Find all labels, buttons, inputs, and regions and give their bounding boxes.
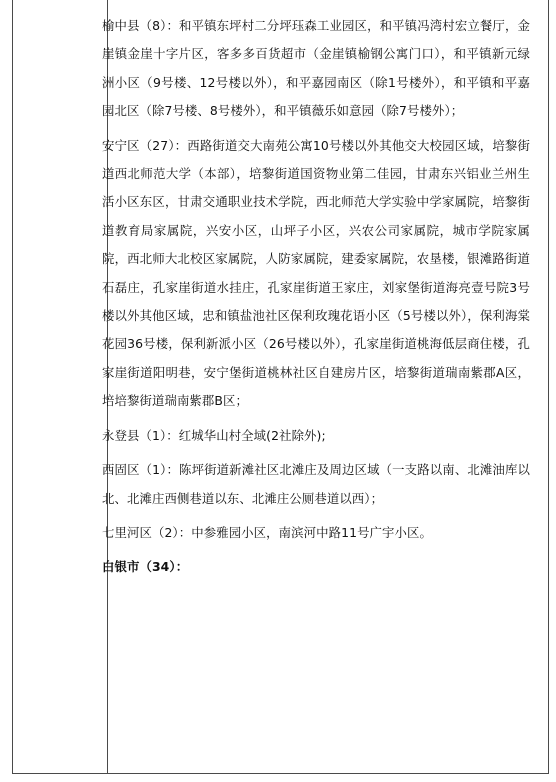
table-left-column [13,0,108,773]
paragraph-yuzhong: 榆中县（8）：和平镇东坪村二分坪珏森工业园区，和平镇冯湾村宏立餐厅，金崖镇金崖十字片区，客多多百货超市（金崖镇榆钢公寓门口），和平镇新元绿洲小区（9号楼、12号楼以外），和平嘉园南区（除1号楼外），和平镇和平嘉园北区（除7号楼、8号楼外），和平镇薇乐如意园（除7号楼外）； [102,18,530,119]
paragraph-yongdeng: 永登县（1）：红城华山村全域(2社除外); [102,427,326,443]
paragraph-baiyin-heading: 白银市（34）： [102,559,189,575]
paragraph-anning: 安宁区（27）：西路街道交大南苑公寓10号楼以外其他交大校园区域，培黎街道西北师范大学（本部），培黎街道国资物业第二佳园，甘肃东兴铝业兰州生活小区东区，甘肃交通职业技术学院，西北师范大学实验中学家属院，培黎街道教育局家属院，兴安小区，山坪子小区，兴农公司家属院，城市学院家属院，西北师大北校区家属院，人防家属院，建委家属院，农垦楼，银滩路街道石磊庄，孔家崖街道水挂庄，孔家崖街道王家庄，刘家堡街道海亮壹号院3号楼以外其他区域，忠和镇盐池社区保利玫瑰花语小区（5号楼以外），保利海棠花园36号楼，保利新派小区（26号楼以外），孔家崖街道桃海低层商住楼，孔家崖街道阳明巷，安宁堡街道桃林社区自建房片区，培黎街道瑞南紫郡A区，培培黎街道瑞南紫郡B区； [102,137,530,409]
paragraph-qilihe: 七里河区（2）：中参雅园小区，南滨河中路11号广宇小区。 [102,524,433,540]
table-content-cell [102,12,530,588]
paragraph-xigu: 西固区（1）：陈坪街道新滩社区北滩庄及周边区域（一支路以南、北滩油库以北、北滩庄西侧巷道以东、北滩庄公厕巷道以西）； [102,462,530,506]
